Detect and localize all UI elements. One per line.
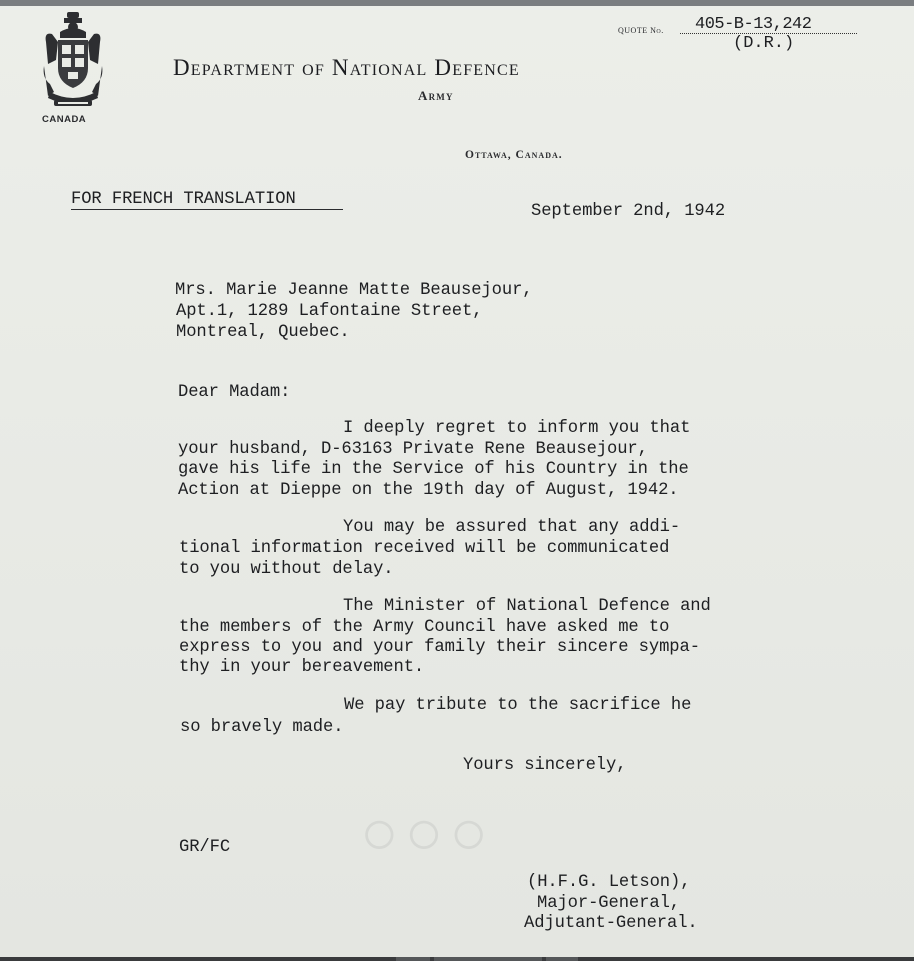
recipient-city: Montreal, Quebec. (176, 323, 350, 342)
paragraph-line: so bravely made. (180, 718, 344, 737)
letter-page (0, 6, 914, 957)
signatory-title: Adjutant-General. (524, 914, 698, 933)
paragraph-line: You may be assured that any addi- (343, 518, 681, 537)
signatory-name: (H.F.G. Letson), (527, 873, 691, 892)
reference-initials: GR/FC (179, 838, 231, 857)
bottom-bar-segment (396, 957, 430, 961)
paragraph-line: We pay tribute to the sacrifice he (344, 696, 692, 715)
paragraph-line: your husband, D-63163 Private Rene Beausejour, (178, 440, 648, 459)
paragraph-line: the members of the Army Council have asked me to (179, 618, 670, 637)
signatory-rank: Major-General, (537, 894, 680, 913)
paragraph-line: gave his life in the Service of his Country in the (178, 460, 689, 479)
quote-number: 405-B-13,242 (695, 15, 812, 34)
paragraph-line: The Minister of National Defence and (343, 597, 711, 616)
department-heading: Department of National Defence (173, 55, 520, 80)
bottom-edge-bar (0, 957, 914, 961)
coat-of-arms-icon (40, 12, 106, 112)
paragraph-line: express to you and your family their sincere sympa- (179, 638, 700, 657)
location-line: Ottawa, Canada. (465, 149, 563, 161)
paragraph-line: to you without delay. (179, 560, 394, 579)
translation-note: FOR FRENCH TRANSLATION (71, 190, 296, 209)
recipient-name: Mrs. Marie Jeanne Matte Beausejour, (175, 281, 533, 300)
salutation: Dear Madam: (178, 383, 291, 402)
crest-country-label: CANADA (42, 114, 87, 125)
bottom-bar-segment (546, 957, 578, 961)
letter-date: September 2nd, 1942 (531, 202, 726, 221)
paragraph-line: thy in your bereavement. (179, 658, 425, 677)
branch-heading: Army (418, 88, 454, 103)
paragraph-line: tional information received will be communicated (179, 539, 670, 558)
translation-underline (71, 209, 343, 210)
paragraph-line: Action at Dieppe on the 19th day of August, 1942. (178, 481, 679, 500)
quote-label: QUOTE No. (618, 26, 664, 35)
paragraph-line: I deeply regret to inform you that (343, 419, 691, 438)
quote-sub-reference: (D.R.) (733, 34, 795, 53)
bottom-bar-segment (434, 957, 542, 961)
recipient-address: Apt.1, 1289 Lafontaine Street, (176, 302, 483, 321)
embossed-seal-mark: ○○○ (360, 797, 494, 868)
closing: Yours sincerely, (463, 756, 627, 775)
